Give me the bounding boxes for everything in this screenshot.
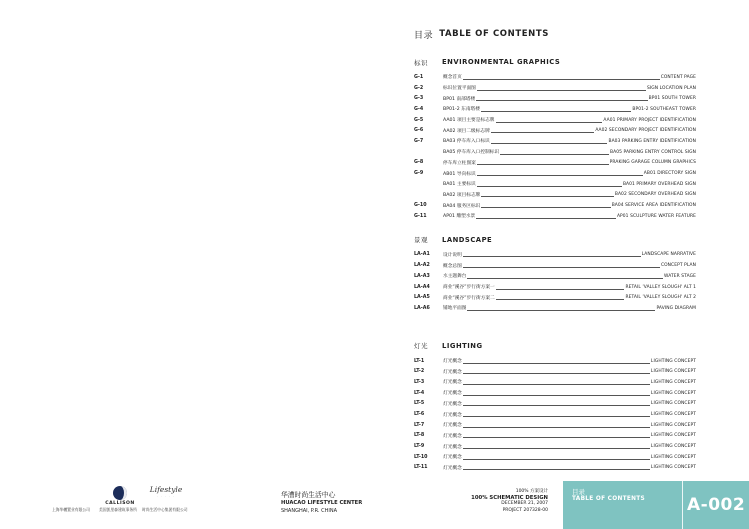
row-title-en: BP01 SOUTH TOWER — [648, 96, 696, 102]
toc-section — [414, 234, 696, 314]
toc-row[interactable] — [414, 260, 696, 271]
toc-row[interactable] — [414, 399, 696, 410]
sheet-code: LT-1 — [414, 358, 425, 364]
toc-row[interactable] — [414, 250, 696, 261]
row-title-en: BA01 PRIMARY OVERHEAD SIGN — [622, 181, 696, 187]
leader-line — [463, 384, 650, 385]
leader-line — [481, 207, 610, 208]
toc-row[interactable] — [414, 83, 696, 94]
sheet-code: LT-9 — [414, 444, 425, 450]
leader-line — [491, 132, 595, 133]
toc-section — [414, 340, 696, 474]
row-title-en: LIGHTING CONCEPT — [650, 412, 696, 418]
toc-row[interactable] — [414, 431, 696, 442]
row-title-en: AA01 PRIMARY PROJECT IDENTIFICATION — [603, 117, 696, 123]
leader-line — [477, 186, 622, 187]
row-title-en: LIGHTING CONCEPT — [650, 433, 696, 439]
sheet-code: G-3 — [414, 96, 424, 102]
row-title-cn: 概念总图 — [443, 263, 462, 269]
row-title-cn: BA03 停车库入口标识 — [443, 139, 490, 145]
row-title-cn: 灯光概念 — [443, 433, 462, 439]
sheet-code: LT-7 — [414, 422, 425, 428]
row-title-en: WATER STAGE — [664, 273, 696, 279]
row-title-cn: 概念首页 — [443, 75, 462, 81]
section-heading-cn: 标识 — [414, 58, 428, 67]
leader-line — [477, 164, 609, 165]
section-heading — [414, 56, 696, 68]
toc-row[interactable] — [414, 211, 696, 222]
leader-line — [481, 196, 614, 197]
toc-row[interactable] — [414, 179, 696, 190]
leader-line — [476, 218, 616, 219]
leader-line — [476, 100, 647, 101]
sheet-code: LA-A3 — [414, 273, 430, 279]
sheet-code: LA-A1 — [414, 252, 430, 258]
toc-row[interactable] — [414, 409, 696, 420]
leader-line — [463, 416, 650, 417]
leader-line — [496, 122, 603, 123]
toc-row[interactable] — [414, 441, 696, 452]
section-heading-en: LANDSCAPE — [442, 235, 493, 244]
lifestyle-logo: Lifestyle · · · · · — [149, 485, 183, 498]
toc-row[interactable] — [414, 200, 696, 211]
toc-row[interactable] — [414, 158, 696, 169]
table-of-contents — [414, 26, 696, 473]
row-title-cn: BP01 南部塔楼 — [443, 96, 476, 102]
row-title-cn: 灯光概念 — [443, 401, 462, 407]
section-heading-cn: 景观 — [414, 236, 428, 245]
toc-sections — [414, 56, 696, 473]
row-title-cn: BA05 停车库入口控制标识 — [443, 150, 500, 156]
row-title-cn: AA02 项目二级标志牌 — [443, 128, 490, 134]
sheet-panel: 目录 TABLE OF CONTENTS A-002 — [563, 481, 749, 529]
row-title-cn: 灯光概念 — [443, 455, 462, 461]
project-info: 华漕时尚生活中心 HUACAO LIFESTYLE CENTER SHANGHAI, P.R. CHINA — [281, 491, 363, 514]
leader-line — [463, 427, 650, 428]
toc-row[interactable] — [414, 388, 696, 399]
toc-row[interactable] — [414, 271, 696, 282]
row-title-en: RETAIL 'VALLEY SLOUGH' ALT 2 — [625, 295, 696, 301]
row-title-cn: 灯光概念 — [443, 380, 462, 386]
section-heading-en: LIGHTING — [442, 341, 483, 350]
toc-row[interactable] — [414, 72, 696, 83]
row-title-en: LIGHTING CONCEPT — [650, 465, 696, 471]
toc-row[interactable] — [414, 366, 696, 377]
leader-line — [496, 289, 625, 290]
row-title-en: CONCEPT PLAN — [660, 263, 696, 269]
row-title-cn: AP01 雕塑水景 — [443, 214, 476, 220]
row-title-en: LIGHTING CONCEPT — [650, 454, 696, 460]
toc-row[interactable] — [414, 463, 696, 474]
sheet-code: LT-8 — [414, 433, 425, 439]
toc-row[interactable] — [414, 93, 696, 104]
row-title-en: AB01 DIRECTORY SIGN — [643, 171, 696, 177]
section-heading — [414, 340, 696, 352]
row-title-cn: BP01-2 东南塔楼 — [443, 107, 480, 113]
row-title-cn: 灯光概念 — [443, 391, 462, 397]
row-title-en: LIGHTING CONCEPT — [650, 358, 696, 364]
leader-line — [467, 278, 663, 279]
row-title-en: CONTENT PAGE — [660, 74, 696, 80]
sheet-code: G-11 — [414, 213, 427, 219]
panel-divider — [682, 481, 683, 529]
toc-row[interactable] — [414, 125, 696, 136]
sheet-code: LT-5 — [414, 401, 425, 407]
design-phase: 100% 方案设计 100% SCHEMATIC DESIGN DECEMBER 21, 2007 PROJECT 207328-00 — [471, 489, 548, 513]
leader-line — [463, 363, 650, 364]
row-title-en: BA05 PARKING ENTRY CONTROL SIGN — [610, 149, 696, 155]
sheet-code: G-5 — [414, 117, 424, 123]
toc-row[interactable] — [414, 147, 696, 158]
leader-line — [463, 437, 650, 438]
row-title-cn: 灯光概念 — [443, 412, 462, 418]
toc-row[interactable] — [414, 452, 696, 463]
row-title-en: AA02 SECONDARY PROJECT IDENTIFICATION — [595, 128, 696, 134]
sheet-code: LA-A4 — [414, 284, 430, 290]
leader-line — [463, 373, 650, 374]
sheet-code: G-7 — [414, 138, 424, 144]
sheet-code: LT-11 — [414, 465, 428, 471]
row-title-cn: BA02 项目标志牌 — [443, 192, 481, 198]
row-title-cn: 水主题舞台 — [443, 274, 467, 280]
row-title-cn: 铺地平面图 — [443, 306, 467, 312]
row-title-cn: 灯光概念 — [443, 444, 462, 450]
row-title-cn: 灯光概念 — [443, 423, 462, 429]
row-title-en: BA02 SECONDARY OVERHEAD SIGN — [614, 192, 696, 198]
section-heading-en: ENVIRONMENTAL GRAPHICS — [442, 58, 561, 66]
sheet-number: A-002 — [687, 495, 746, 515]
row-title-cn: 商业“溪谷”步行街方案一 — [443, 285, 495, 291]
row-title-en: PRAKING GARAGE COLUMN GRAPHICS — [609, 160, 696, 166]
toc-row[interactable] — [414, 377, 696, 388]
row-title-en: BA03 PARKING ENTRY IDENTIFICATION — [608, 138, 696, 144]
sheet-code: LT-2 — [414, 369, 425, 375]
row-title-en: SIGN LOCATION PLAN — [646, 85, 696, 91]
row-title-cn: AB01 导向标识 — [443, 171, 476, 177]
row-title-cn: 灯光概念 — [443, 359, 462, 365]
toc-section — [414, 56, 696, 222]
sheet-code: LT-3 — [414, 379, 425, 385]
sheet-code: LT-10 — [414, 454, 428, 460]
sheet-code: LA-A2 — [414, 263, 430, 269]
sheet-code: G-8 — [414, 160, 424, 166]
row-title-en: LIGHTING CONCEPT — [650, 444, 696, 450]
leader-line — [463, 405, 650, 406]
page-title: 目录 TABLE OF CONTENTS — [414, 29, 549, 41]
leader-line — [463, 256, 641, 257]
developer-name: 时尚生活中心集团有限公司 — [142, 507, 188, 512]
row-title-cn: 灯光概念 — [443, 369, 462, 375]
leader-line — [463, 395, 650, 396]
toc-row[interactable] — [414, 104, 696, 115]
architect-name: 美国凯里森建筑事务所 — [99, 507, 137, 512]
row-title-en: BA04 SERVICE AREA IDENTIFICATION — [611, 203, 696, 209]
row-title-en: AP01 SCULPTURE WATER FEATURE — [616, 213, 696, 219]
toc-row[interactable] — [414, 136, 696, 147]
leader-line — [463, 448, 650, 449]
sheet-code: G-6 — [414, 128, 424, 134]
section-heading-cn: 灯光 — [414, 342, 428, 351]
row-title-en: LIGHTING CONCEPT — [650, 422, 696, 428]
leader-line — [481, 111, 631, 112]
row-title-en: RETAIL 'VALLEY SLOUGH' ALT 1 — [625, 284, 696, 290]
row-title-en: LIGHTING CONCEPT — [650, 369, 696, 375]
leader-line — [477, 90, 646, 91]
callison-mark-icon — [112, 485, 128, 501]
toc-row[interactable] — [414, 168, 696, 179]
row-title-en: LIGHTING CONCEPT — [650, 379, 696, 385]
leader-line — [463, 469, 650, 470]
sheet-code: G-2 — [414, 85, 424, 91]
leader-line — [477, 175, 643, 176]
toc-row[interactable] — [414, 282, 696, 293]
toc-row[interactable] — [414, 420, 696, 431]
row-title-cn: BA04 服务区标识 — [443, 203, 481, 209]
leader-line — [496, 299, 625, 300]
row-title-cn: BA01 主要标识 — [443, 182, 476, 188]
leader-line — [463, 79, 660, 80]
row-title-cn: AA01 项目主要是标志牌 — [443, 118, 495, 124]
sheet-code: LA-A6 — [414, 305, 430, 311]
sheet-code: G-10 — [414, 203, 427, 209]
leader-line — [467, 310, 655, 311]
sheet-code: G-9 — [414, 171, 424, 177]
sheet-code: LA-A5 — [414, 295, 430, 301]
row-title-cn: 设计说明 — [443, 252, 462, 258]
section-heading — [414, 234, 696, 246]
callison-logo: CALLISON — [100, 485, 140, 506]
leader-line — [463, 459, 650, 460]
row-title-en: LIGHTING CONCEPT — [650, 390, 696, 396]
row-title-en: LANDSCAPE NARRATIVE — [641, 252, 696, 258]
leader-line — [491, 143, 608, 144]
toc-row[interactable] — [414, 292, 696, 303]
toc-row[interactable] — [414, 303, 696, 314]
toc-row[interactable] — [414, 115, 696, 126]
row-title-cn: 商业“溪谷”步行街方案二 — [443, 295, 495, 301]
row-title-en: BP01-2 SOUTHEAST TOWER — [632, 106, 696, 112]
sheet-code: LT-4 — [414, 390, 425, 396]
row-title-cn: 灯光概念 — [443, 465, 462, 471]
row-title-en: LIGHTING CONCEPT — [650, 401, 696, 407]
row-title-en: PAVING DIAGRAM — [656, 305, 696, 311]
toc-row[interactable] — [414, 190, 696, 201]
leader-line — [500, 154, 609, 155]
row-title-cn: 停车库立柱图案 — [443, 160, 476, 166]
row-title-cn: 标识位置平面图 — [443, 86, 476, 92]
sheet-code: LT-6 — [414, 412, 425, 418]
client-name: 上海华樾置业有限公司 — [52, 507, 90, 512]
sheet-code: G-4 — [414, 106, 424, 112]
sheet-code: G-1 — [414, 74, 424, 80]
toc-row[interactable] — [414, 356, 696, 367]
leader-line — [463, 267, 660, 268]
